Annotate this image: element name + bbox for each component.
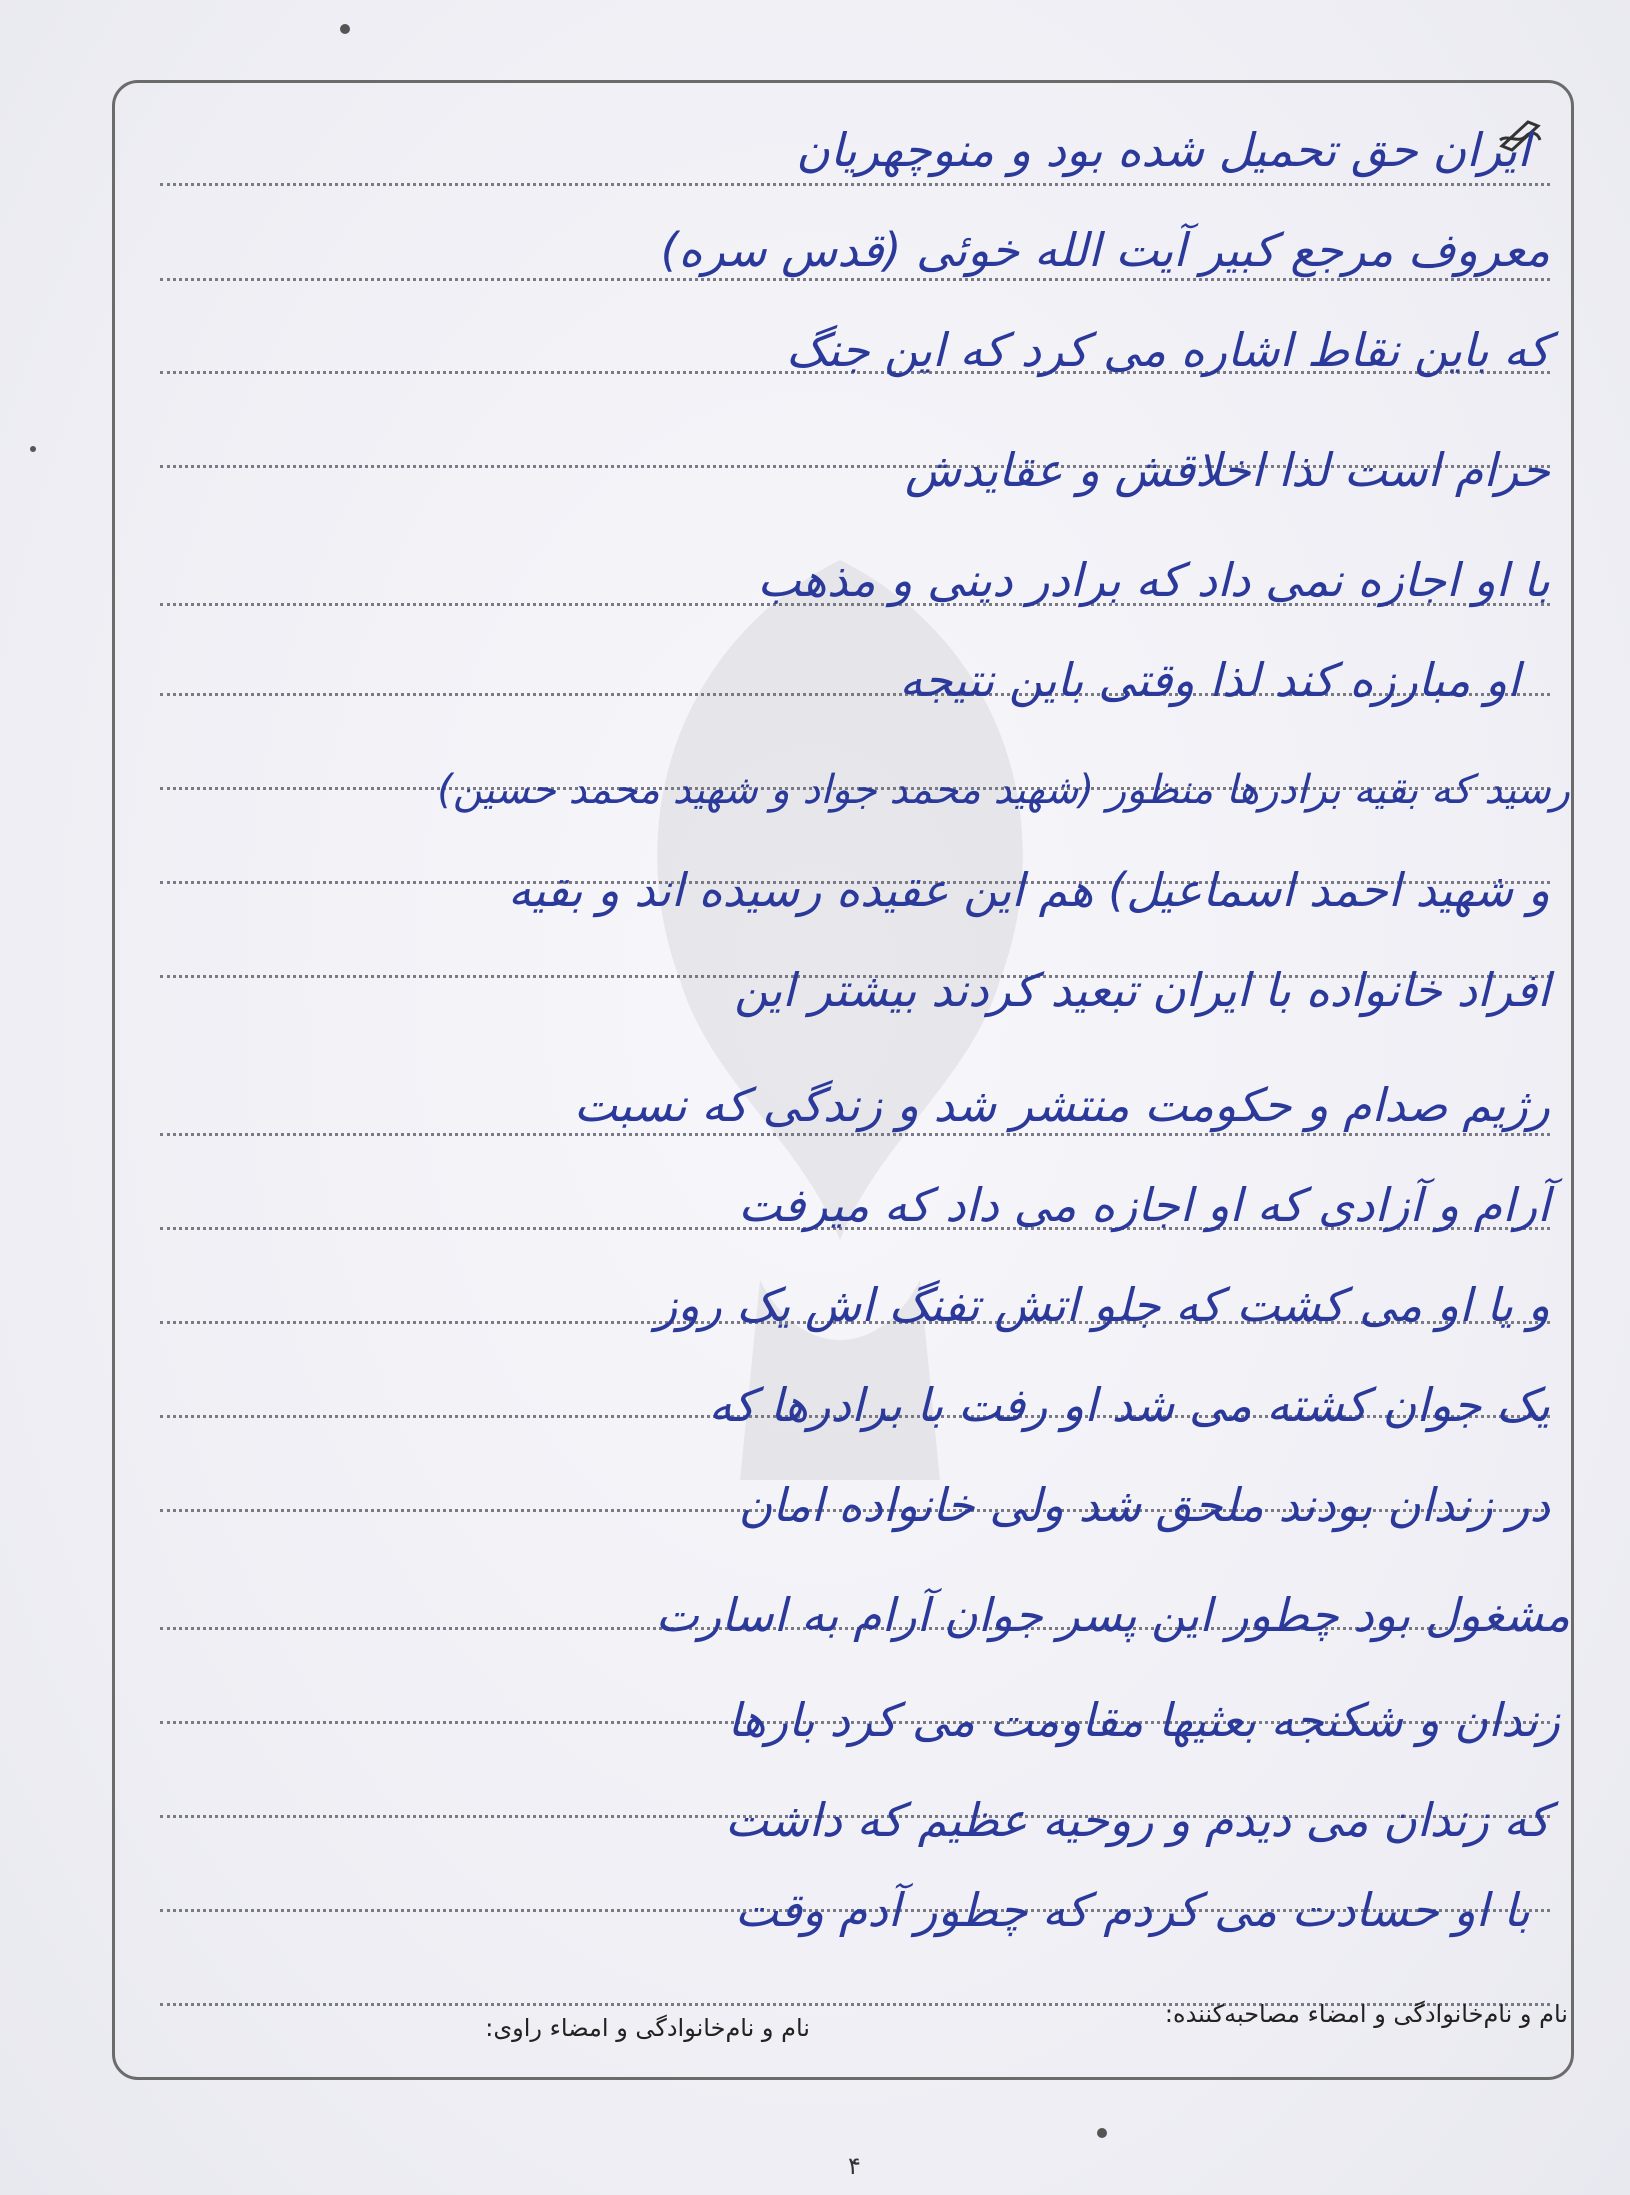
handwritten-line: زندان و شکنجه بعثیها مقاومت می کرد بارها [727,1693,1560,1747]
handwritten-line: ایران حق تحمیل شده بود و منوچهریان [796,123,1530,177]
handwritten-line: معروف مرجع کبیر آیت الله خوئی (قدس سره) [660,223,1550,277]
handwritten-line: آرام و آزادی که او اجازه می داد که میرفت [738,1178,1550,1232]
handwritten-line: در زندان بودند ملحق شد ولی خانواده امان [738,1478,1550,1532]
handwritten-line: حرام است لذا اخلاقش و عقایدش [905,443,1550,497]
handwritten-line: و شهید احمد اسماعیل) هم این عقیده رسیده اند و بقیه [508,863,1550,917]
handwritten-line: و یا او می کشت که جلو اتش تفنگ اش یک روز [655,1278,1550,1332]
narrator-signature-label: نام و نام‌خانوادگی و امضاء راوی: [485,2014,810,2042]
handwritten-line: مشغول بود چطور این پسر جوان آرام به اسارت [655,1588,1570,1642]
handwritten-line: رسید که بقیه برادرها منظور (شهید محمد جواد و شهید محمد حسین) [437,767,1570,813]
handwritten-line: با او اجازه نمی داد که برادر دینی و مذهب [757,553,1550,607]
scan-speck [30,446,36,452]
scan-speck [1097,2128,1107,2138]
handwritten-line: او مبارزه کند لذا وقتی باین نتیجه [899,653,1520,707]
scan-speck [340,24,350,34]
handwritten-line: رژیم صدام و حکومت منتشر شد و زندگی که نسبت [573,1078,1550,1132]
handwritten-line: افراد خانواده با ایران تبعید کردند بیشتر این [734,963,1550,1017]
handwritten-line: که زندان می دیدم و روحیه عظیم که داشت [725,1793,1550,1847]
handwritten-line: یک جوان کشته می شد او رفت با برادرها که [708,1378,1550,1432]
interviewer-signature-label: نام و نام‌خانوادگی و امضاء مصاحبه‌کننده: [1164,2000,1568,2028]
handwritten-line: که باین نقاط اشاره می کرد که این جنگ [786,323,1550,377]
page-number: ۴ [848,2152,861,2180]
handwritten-line: با او حسادت می کردم که چطور آدم وقت [734,1883,1530,1937]
